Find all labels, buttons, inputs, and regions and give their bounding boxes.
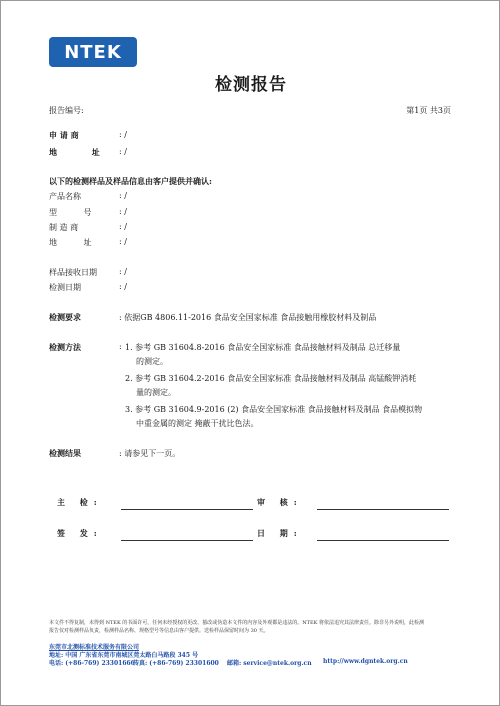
method-item-1-line1: 1. 参考 GB 31604.8-2016 食品安全国家标准 食品接触材料及制品 总迁移量 [125, 343, 401, 352]
footer-company-name: 东莞市北测标准技术服务有限公司 [49, 644, 140, 651]
footer-phone: 电话: (+86-769) 23301666 [49, 660, 135, 667]
manufacturer-address-value: : / [119, 237, 127, 246]
issuer-signature-line [121, 540, 253, 541]
product-name-value: : / [119, 191, 127, 200]
main-inspector-signature-line [121, 509, 253, 510]
ntek-logo: NTEK [49, 37, 137, 67]
applicant-label: 申 请 商 [49, 130, 79, 140]
requirement-label: 检测要求 [49, 312, 81, 322]
manufacturer-value: : / [119, 222, 127, 231]
report-number-label: 报告编号: [49, 106, 84, 115]
method-item-2-line2: 量的测定。 [136, 388, 176, 397]
method-item-2-line1: 2. 参考 GB 31604.2-2016 食品安全国家标准 食品接触材料及制品 高锰酸钾消耗 [125, 374, 417, 383]
manufacturer-address-label: 地 址 [49, 238, 104, 247]
applicant-address-value: : / [119, 147, 127, 156]
footer-fax: 传真: (+86-769) 23301600 [133, 660, 219, 667]
manufacturer-label: 制 造 商 [49, 223, 79, 232]
footer-disclaimer-line1: 本文件不得复制，未得到 NTEK 的书面许可，任何未经授权的更改、篡改或伪造本文件的内容及外观都是违法的。NTEK 将依法追究其法律责任。除非另外说明，此检测 [49, 620, 424, 626]
reviewer-signature-line [317, 509, 449, 510]
footer-website-link[interactable]: http://www.dgntek.org.cn [323, 658, 408, 665]
model-label: 型 号 [49, 208, 104, 217]
requirement-value: : 依据GB 4806.11-2016 食品安全国家标准 食品接触用橡胶材料及制品 [119, 313, 377, 322]
receive-date-value: : / [119, 267, 127, 276]
method-item-3-line1: 3. 参考 GB 31604.9-2016 (2) 食品安全国家标准 食品接触材料及制品 食品模拟物 [125, 405, 423, 414]
model-value: : / [119, 207, 127, 216]
result-value: : 请参见下一页。 [119, 449, 181, 458]
page-indicator: 第1页 共3页 [406, 106, 451, 115]
issuer-label: 签 发: [57, 528, 103, 538]
applicant-value: : / [119, 130, 127, 139]
footer-email[interactable]: 邮箱: service@ntek.org.cn [227, 660, 312, 667]
applicant-address-label: 地 址 [49, 147, 116, 157]
test-date-value: : / [119, 282, 127, 291]
date-signature-line [317, 540, 449, 541]
method-item-3-line2: 中重金属的测定 掩蔽干扰比色法。 [136, 419, 259, 428]
test-date-label: 检测日期 [49, 283, 81, 292]
footer-disclaimer-line2: 报告仅对检测样品负责，检测样品名称、规格型号等信息由客户提供。送检样品保留时间为 30 天。 [49, 628, 269, 634]
method-colon: : [119, 342, 122, 351]
reviewer-label: 审 核: [257, 497, 303, 507]
receive-date-label: 样品接收日期 [49, 268, 97, 277]
report-title: 检测报告 [215, 75, 287, 95]
product-name-label: 产品名称 [49, 192, 81, 201]
main-inspector-label: 主 检: [57, 497, 103, 507]
result-label: 检测结果 [49, 448, 81, 458]
date-label: 日 期: [257, 528, 303, 538]
footer-address: 地址: 中国 广东省东莞市南城区莞太路白马路段 345 号 [49, 652, 199, 659]
method-item-1-line2: 的测定。 [136, 357, 168, 366]
sample-intro: 以下的检测样品及样品信息由客户提供并确认: [49, 176, 212, 186]
method-label: 检测方法 [49, 342, 81, 352]
